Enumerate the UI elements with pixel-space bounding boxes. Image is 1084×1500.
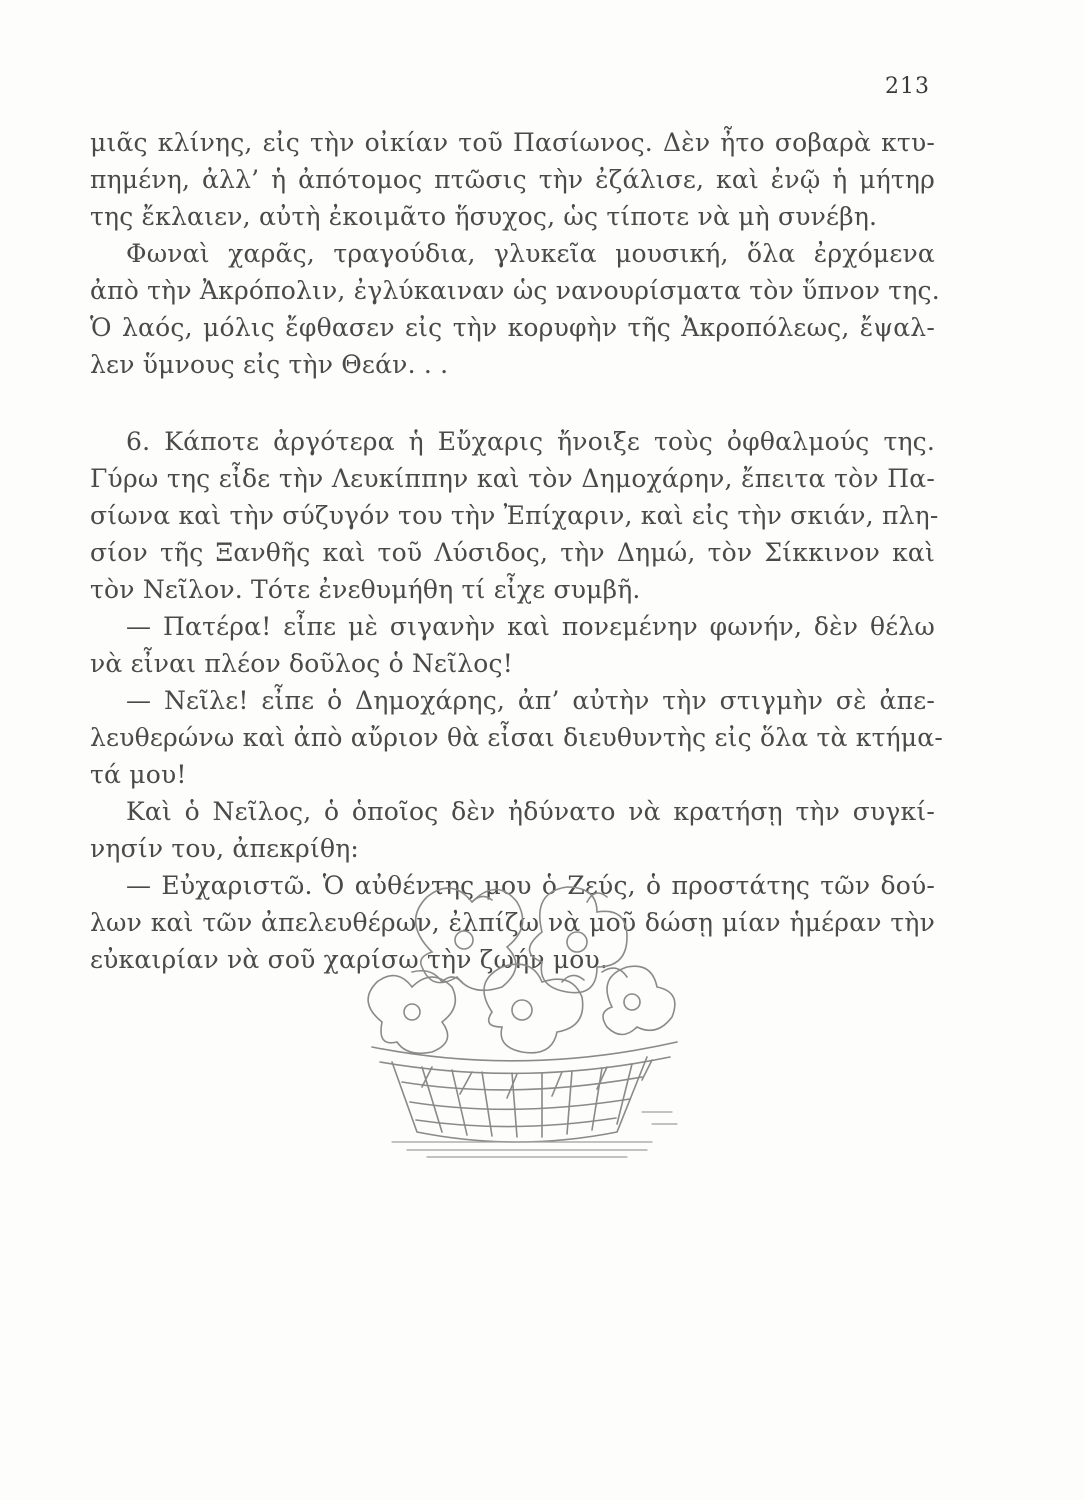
text-line: νησίν του, ἀπεκρίθη: (90, 834, 360, 863)
paragraph (90, 682, 943, 793)
text-line: σίον τῆς Ξανθῆς καὶ τοῦ Λύσιδος, τὴν Δημώ, τὸν Σίκκινον καὶ (90, 538, 935, 567)
text-line: πημένη, ἀλλ’ ἡ ἀπότομος πτῶσις τὴν ἐζάλισε, καὶ ἐνῷ ἡ μήτηρ (90, 165, 935, 194)
paragraph (90, 608, 935, 682)
text-line: Ὁ λαός, μόλις ἔφθασεν εἰς τὴν κορυφὴν τῆς Ἀκροπόλεως, ἔψαλ- (90, 313, 935, 342)
text-line: 6. Κάποτε ἀργότερα ἡ Εὔχαρις ἤνοιξε τοὺς ὀφθαλμούς της. (126, 427, 935, 456)
body-text (90, 124, 943, 978)
text-line: — Νεῖλε! εἶπε ὁ Δημοχάρης, ἀπ’ αὐτὴν τὴν στιγμὴν σὲ ἀπε- (126, 686, 935, 715)
flower-cluster (368, 887, 675, 1053)
paragraph (90, 423, 939, 608)
text-line: σίωνα καὶ τὴν σύζυγόν του τὴν Ἐπίχαριν, καὶ εἰς τὴν σκιάν, πλη- (90, 501, 939, 530)
text-line: Καὶ ὁ Νεῖλος, ὁ ὁποῖος δὲν ἠδύνατο νὰ κρατήσῃ τὴν συγκί- (126, 797, 935, 826)
text-line: της ἔκλαιεν, αὐτὴ ἐκοιμᾶτο ἥσυχος, ὡς τίποτε νὰ μὴ συνέβη. (90, 202, 878, 231)
section-gap (90, 383, 935, 423)
flower-basket-icon (352, 862, 692, 1162)
basket (372, 1042, 677, 1142)
text-line: λων καὶ τῶν ἀπελευθέρων, ἐλπίζω νὰ μοῦ δώσῃ μίαν ἡμέραν τὴν (90, 908, 935, 937)
page-number: 213 (885, 74, 930, 99)
text-line: λεν ὕμνους εἰς τὴν Θεάν. . . (90, 350, 449, 379)
paragraph (90, 124, 935, 235)
text-line: μιᾶς κλίνης, εἰς τὴν οἰκίαν τοῦ Πασίωνος. Δὲν ἦτο σοβαρὰ κτυ- (90, 128, 935, 157)
text-line: ἀπὸ τὴν Ἀκρόπολιν, ἐγλύκαιναν ὡς νανουρίσματα τὸν ὕπνον της. (90, 276, 940, 305)
text-line: λευθερώνω καὶ ἀπὸ αὔριον θὰ εἶσαι διευθυντὴς εἰς ὅλα τὰ κτήμα- (90, 723, 943, 752)
text-line: Γύρω της εἶδε τὴν Λευκίππην καὶ τὸν Δημοχάρην, ἔπειτα τὸν Πα- (90, 464, 935, 493)
text-line: Φωναὶ χαρᾶς, τραγούδια, γλυκεῖα μουσική, ὅλα ἐρχόμενα (126, 239, 935, 268)
text-line: — Πατέρα! εἶπε μὲ σιγανὴν καὶ πονεμένην φωνήν, δὲν θέλω (126, 612, 935, 641)
text-line: νὰ εἶναι πλέον δοῦλος ὁ Νεῖλος! (90, 649, 513, 678)
paragraph (90, 235, 940, 383)
paragraph (90, 793, 935, 867)
text-line: τὸν Νεῖλον. Τότε ἐνεθυμήθη τί εἶχε συμβῆ. (90, 575, 641, 604)
text-line: τά μου! (90, 760, 187, 789)
text-line: — Εὐχαριστῶ. Ὁ αὐθέντης μου ὁ Ζεύς, ὁ προστάτης τῶν δού- (126, 871, 935, 900)
text-line: εὐκαιρίαν νὰ σοῦ χαρίσω τὴν ζωήν μου. (90, 945, 609, 974)
